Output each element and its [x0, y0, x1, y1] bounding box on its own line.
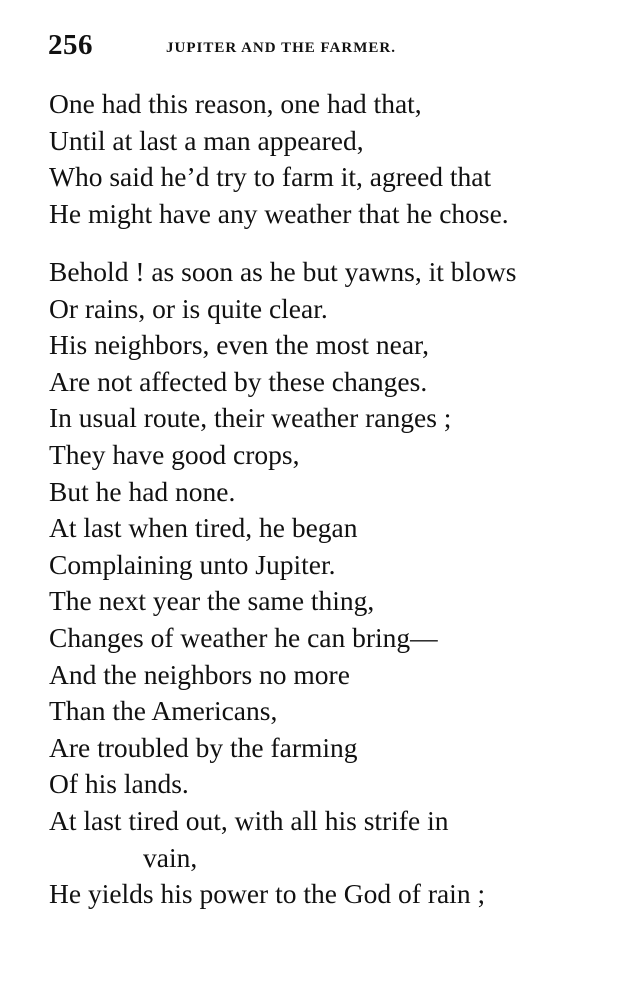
poem-line: Until at last a man appeared,	[49, 124, 364, 156]
page-number: 256	[48, 29, 93, 61]
poem-line: The next year the same thing,	[49, 585, 375, 617]
stanza-1	[49, 86, 609, 232]
poem-line: And the neighbors no more	[49, 658, 350, 690]
running-head: JUPITER AND THE FARMER.	[166, 40, 396, 56]
poem-line: Behold ! as soon as he but yawns, it blows	[49, 256, 517, 287]
poem-line: Complaining unto Jupiter.	[49, 548, 336, 580]
poem-line: He yields his power to the God of rain ;	[49, 878, 486, 910]
poem-line: In usual route, their weather ranges ;	[49, 402, 452, 434]
poem-line: His neighbors, even the most near,	[49, 329, 429, 361]
poem-line: Or rains, or is quite clear.	[49, 292, 328, 324]
poem-line: He might have any weather that he chose.	[49, 197, 509, 229]
poem-line: They have good crops,	[49, 438, 300, 470]
poem-line: Are not affected by these changes.	[49, 365, 428, 397]
poem-line: Who said he’d try to farm it, agreed that	[49, 161, 492, 193]
stanza-2	[49, 254, 609, 913]
poem-line: Of his lands.	[49, 768, 189, 800]
poem-line: Are troubled by the farming	[49, 731, 358, 763]
poem-line-continuation: vain,	[143, 841, 198, 873]
poem-line: At last tired out, with all his strife in	[49, 804, 449, 836]
poem-line: Changes of weather he can bring—	[49, 621, 438, 653]
poem-line: One had this reason, one had that,	[49, 88, 422, 119]
poem-line: At last when tired, he began	[49, 512, 358, 544]
poem-line: But he had none.	[49, 475, 236, 507]
page-header	[48, 28, 608, 68]
poem-line: Than the Americans,	[49, 695, 278, 727]
